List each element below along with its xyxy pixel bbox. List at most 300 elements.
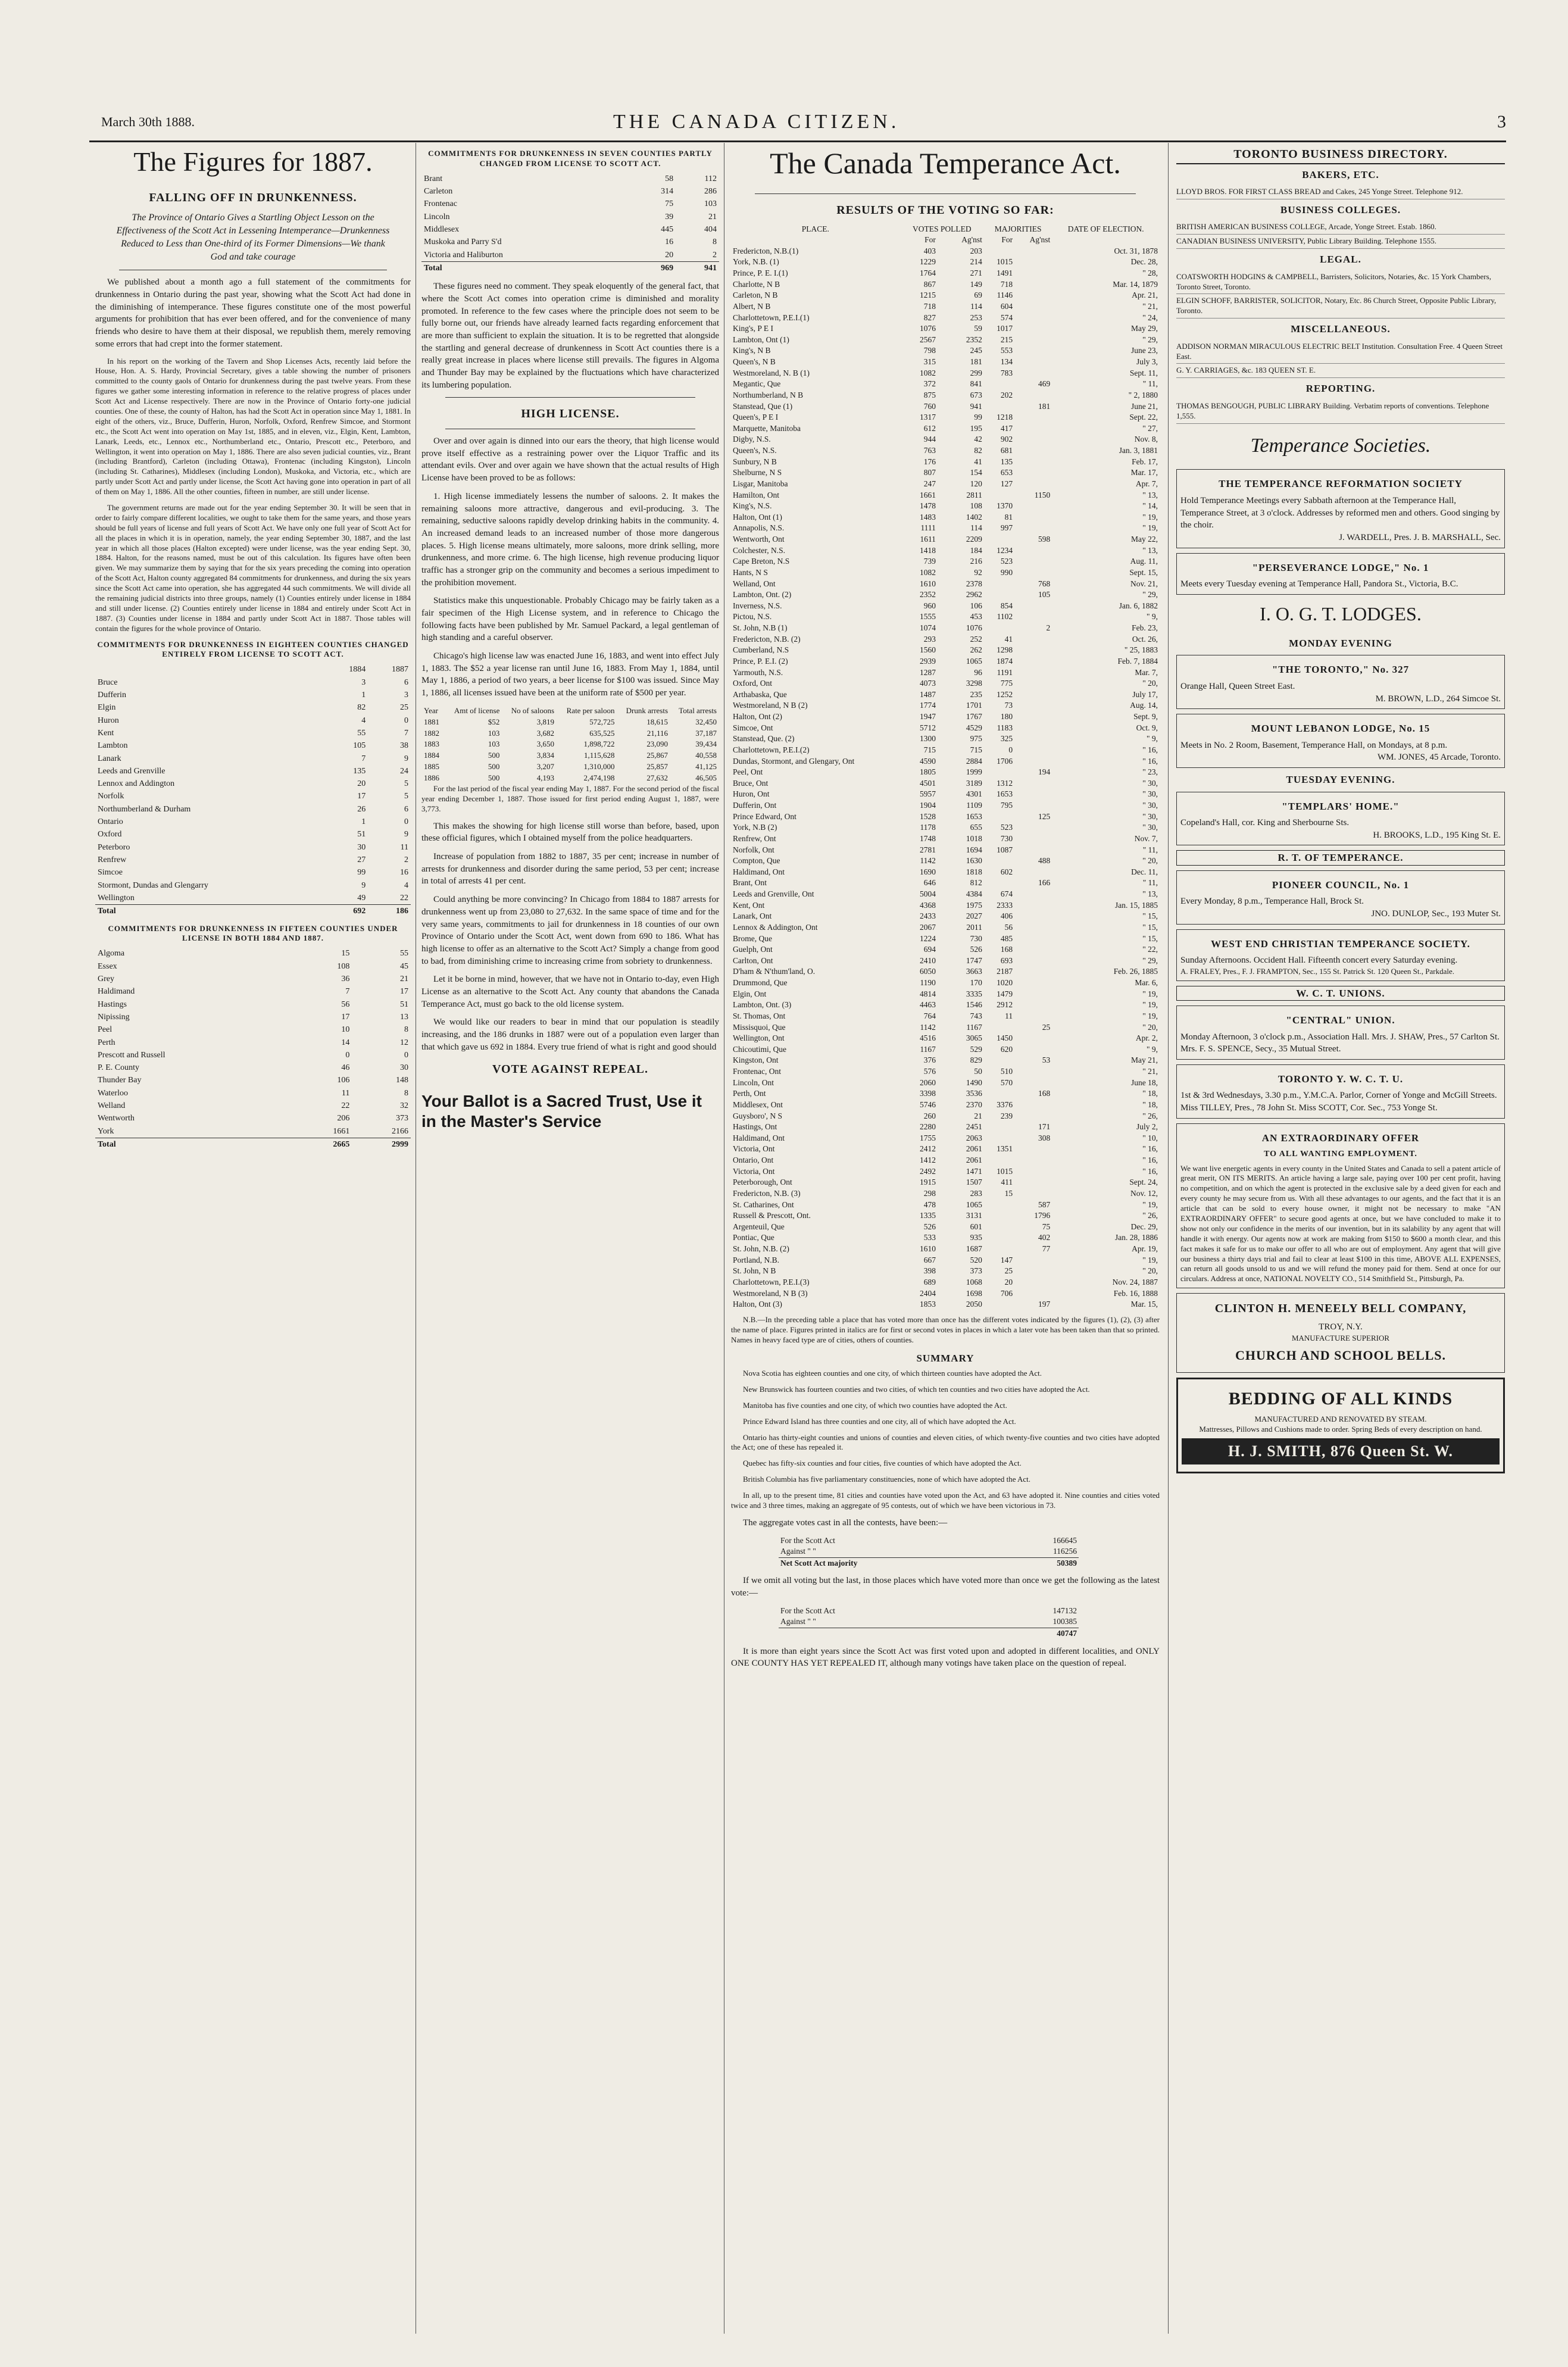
table-cell: " 20, [1142,1022,1158,1032]
table-cell: 2567 [919,335,936,344]
table-cell: 1142 [920,1022,936,1032]
table-cell: 775 [1000,679,1013,688]
table-cell: 715 [923,745,936,754]
table-cell: Welland [98,1101,126,1111]
ad-subheading: TO ALL WANTING EMPLOYMENT. [1264,1150,1417,1159]
table-header-row [731,224,1160,235]
table-cell: 314 [661,187,674,196]
table-cell [984,1055,1014,1066]
table-cell: Queen's, N B [733,357,776,367]
table-cell: 245 [970,346,982,355]
table-cell: 197 [1038,1300,1051,1309]
table-cell: 3,650 [536,739,554,749]
table-cell: Stanstead, Que. (2) [733,734,795,744]
table-row [731,911,1160,922]
table-cell: 125 [1038,811,1051,821]
table-cell [1014,978,1052,989]
table-cell: 500 [488,751,500,760]
table-cell: Stanstead, Que (1) [733,401,793,411]
table-cell: Feb. 16, 1888 [1113,1288,1158,1298]
table-cell: P. E. County [98,1063,140,1073]
table-cell: " 30, [1142,823,1158,832]
table-cell: 92 [974,567,982,577]
table-row [731,855,1160,867]
table-cell: Jan. 15, 1885 [1115,900,1158,910]
table-cell: 25 [1004,1266,1013,1276]
table-cell: 598 [1038,535,1051,544]
table-cell: Guelph, Ont [733,945,773,954]
table-row [731,268,1160,279]
table-cell: 9 [361,880,366,890]
table-cell: 106 [970,601,982,610]
table-row [731,434,1160,445]
ad-product: CHURCH AND SCHOOL BELLS. [1235,1348,1447,1363]
table-cell: Oct. 26, [1132,634,1158,644]
table-cell: " 27, [1142,423,1158,433]
table-cell: 969 [632,261,676,274]
summary-item: Nova Scotia has eighteen counties and one city, of which thirteen counties have adopted the Act. [743,1368,1042,1378]
table-cell: 134 [1000,357,1013,367]
table-cell: 108 [970,501,982,511]
table-cell: Feb. 17, [1132,457,1158,466]
table-cell: Bruce [98,677,118,687]
table-cell: 194 [1038,767,1051,777]
table-header-cell: No of saloons [511,705,554,715]
listing-name: TORONTO Y. W. C. T. U. [1277,1073,1404,1085]
table-cell: 235 [970,689,982,699]
table-cell: 2370 [966,1100,982,1109]
table-cell: Sept. 24, [1129,1178,1158,1187]
table-cell: 77 [1042,1244,1051,1254]
table-cell: 252 [970,634,982,644]
summary-item: Manitoba has five counties and one city, of which two counties have adopted the Act. [743,1400,1007,1410]
listing-name: WEST END CHRISTIAN TEMPERANCE SOCIETY. [1211,938,1470,950]
table-cell: 1178 [920,823,936,832]
table-row [731,279,1160,291]
table-cell: 239 [1000,1111,1013,1120]
table-cell: 692 [325,905,368,918]
table-cell: 4,193 [536,773,554,783]
table-cell: 325 [1000,734,1013,744]
table-cell: 681 [1000,446,1013,455]
ad-body: We want live energetic agents in every county in the United States and Canada to sell a patent article of great merit, ON ITS MERITS. An article having a large sale, paying over 100 per cent profit, having no competition, and on which the agent is protected in the exclusive sale by a deed given for each and every county he may secure from us. With all these advantages to our agents, and the fact that it is an article that can be sold to every house owner, it might not be necessary to make "AN EXTRAORDINARY OFFER" to secure good agents at once, but we have concluded to make it to show not only our confidence in the merits of our invention, but in its salability by any agent that will handle it with energy. Our agents now at work are making from $150 to $600 a month clear, and this fact makes it safe for us to make our offer to all who are out of employment. Any agent that will give our business a thirty days trial and fail to clear at least $100 in this time, ABOVE ALL EXPENSES, can return all goods unsold to us and we will refund the money paid for them. Send at once for our circulars. Address at once, NATIONAL NOVELTY CO., 514 Smithfield St., Pittsburgh, Pa. [1180,1163,1501,1284]
table-cell: Annapolis, N.S. [733,523,785,533]
table-cell: 27,632 [646,773,669,783]
table-row [731,1155,1160,1166]
table-cell: 24 [400,766,408,776]
table-cell: 1015 [997,257,1013,267]
table-cell: 1661 [333,1126,350,1136]
table-row [731,889,1160,900]
table-total-row [95,905,411,918]
table-cell: 42 [974,435,982,444]
table-row [731,313,1160,324]
table-cell: 0 [404,817,408,827]
table-later-vote [779,1606,1079,1640]
table-cell [984,1022,1014,1033]
table-cell: 25 [1042,1022,1051,1032]
table-cell: Fredericton, N.B. (3) [733,1188,801,1198]
table-row [779,1606,1079,1617]
table-cell: Haldimand [98,987,135,997]
table-cell: " 21, [1142,1067,1158,1076]
table-cell [1014,944,1052,955]
table-cell: " 11, [1142,845,1158,854]
table-cell: 469 [1038,379,1051,389]
table-cell: 168 [1000,945,1013,954]
table-row [731,1000,1160,1011]
table-cell: 1082 [919,567,936,577]
table-cell [1014,290,1052,301]
table-cell: " 19, [1142,1200,1158,1209]
table-cell: 2,474,198 [583,773,615,783]
table-title: COMMITMENTS FOR DRUNKENNESS IN SEVEN COUNTIES PARTLY CHANGED FROM LICENSE TO SCOTT ACT. [428,149,713,168]
listing-signature: JNO. DUNLOP, Sec., 193 Muter St. [1371,908,1501,919]
subhead-high-license: HIGH LICENSE. [521,407,620,421]
table-cell: 960 [923,601,936,610]
table-cell: 807 [923,468,936,477]
listing-name: "TEMPLARS' HOME." [1282,800,1400,812]
table-cell: 1351 [997,1144,1013,1154]
table-cell: 5 [404,792,408,801]
table-cell: 11 [400,842,408,852]
table-cell: Middlesex, Ont [733,1100,783,1109]
table-cell: " 21, [1142,301,1158,311]
table-header-cell: Year [424,705,438,715]
table-row [731,345,1160,357]
table-cell: 99 [357,868,366,878]
table-row [731,989,1160,1000]
table-row [731,978,1160,989]
table-cell: 4590 [919,756,936,766]
table-cell: 1183 [997,723,1013,732]
table-cell: 2378 [966,579,982,588]
table-cell: 488 [1038,856,1051,866]
table-cell: 25,867 [646,751,669,760]
table-cell: 445 [661,225,674,235]
table-row [731,922,1160,933]
table-cell: $52 [488,717,500,726]
table-cell: 827 [923,313,936,322]
table-row [731,955,1160,967]
table-row [731,490,1160,501]
table-cell: 935 [970,1233,982,1242]
table-cell: 1312 [997,778,1013,788]
table-cell: Lambton, Ont. (3) [733,1000,792,1010]
table-cell [984,589,1014,601]
table-cell: Portland, N.B. [733,1255,780,1264]
issue-date: March 30th 1888. [101,114,195,129]
table-cell: Prescott and Russell [98,1050,165,1060]
table-cell: " 16, [1142,756,1158,766]
table-cell: 12 [400,1038,408,1047]
table-cell: 990 [1000,567,1013,577]
table-cell: 576 [923,1067,936,1076]
table-cell: June 23, [1131,346,1158,355]
table-cell: Wellington [98,893,135,903]
table-cell [984,579,1014,590]
table-cell: Marquette, Manitoba [733,423,801,433]
table-row [421,173,719,185]
table-cell: 186 [368,905,411,918]
table-cell: 4073 [919,679,936,688]
table-cell: " 26, [1142,1211,1158,1220]
table-cell [1014,556,1052,567]
table-cell: 1653 [997,789,1013,799]
table-header-cell: For [1001,235,1013,245]
table-cell: Simcoe [98,868,123,878]
table-row [731,867,1160,878]
table-cell: 1690 [919,867,936,876]
subhead-falling-off: FALLING OFF IN DRUNKENNESS. [149,191,357,205]
table-cell: " 29, [1142,335,1158,344]
table-cell: 41 [974,457,982,466]
table-cell: 523 [1000,823,1013,832]
table-header-cell [731,235,900,246]
table-cell: 1764 [919,268,936,278]
listing-body: Hold Temperance Meetings every Sabbath afternoon at the Temperance Hall, Temperance Street, at 3 o'clock. Addresses by reformed men and others. Good singing by the choir. [1180,495,1500,530]
table-cell [1014,789,1052,800]
table-cell [1014,279,1052,291]
table-cell: 1884 [424,751,439,760]
table-row [731,390,1160,401]
table-cell: 798 [923,346,936,355]
table-row [95,1011,411,1023]
pioneer-council-listing [1176,870,1505,925]
table-cell: " 19, [1142,1000,1158,1010]
table-row [731,445,1160,457]
table-cell: 46 [341,1063,350,1073]
table-cell: 5746 [919,1100,936,1109]
table-cell: Victoria and Haliburton [424,250,503,260]
table-cell: Victoria, Ont [733,1166,775,1176]
table-cell: " 30, [1142,778,1158,788]
table-row [95,1023,411,1036]
table-cell: 1975 [966,900,982,910]
table-cell: Prince, P. E.I. (2) [733,656,788,666]
table-cell: " 11, [1142,379,1158,389]
table-cell [1014,246,1052,257]
table-cell: 82 [974,446,982,455]
table-cell: 14 [341,1038,350,1047]
table-cell: 247 [923,479,936,488]
table-cell: 1805 [919,767,936,777]
masthead-rule [89,140,1506,142]
table-row [731,933,1160,945]
table-cell: 214 [970,257,982,267]
table-cell: 2433 [919,911,936,921]
table-cell: 46,505 [695,773,717,783]
table-cell: Middlesex [424,225,460,235]
table-cell: Mar. 15, [1130,1300,1158,1309]
table-cell: 50389 [1002,1557,1079,1569]
table-cell: 1111 [920,523,936,533]
table-row [731,379,1160,390]
table-cell: Westmoreland, N B (3) [733,1288,808,1298]
table-cell [1014,1078,1052,1089]
table-cell: 18,615 [646,717,669,726]
table-cell: Fredericton, N.B.(1) [733,246,799,255]
headline-temperance-act: The Canada Temperance Act. [770,146,1121,180]
table-cell: 478 [923,1200,936,1209]
table-cell: Colchester, N.S. [733,545,785,555]
table-cell: " 28, [1142,268,1158,278]
table-cell: Dundas, Stormont, and Glengary, Ont [733,756,855,766]
table-cell [1014,1166,1052,1178]
table-cell: Carleton, N B [733,291,778,300]
table-cell: 1167 [920,1044,936,1054]
table-cell: Cape Breton, N.S [733,557,790,566]
table-cell: Chicoutimi, Que [733,1044,786,1054]
table-cell: Perth, Ont [733,1089,766,1098]
table-cell: 601 [970,1222,982,1231]
table-row [731,689,1160,701]
society-listing [1176,655,1505,709]
directory-title: TORONTO BUSINESS DIRECTORY. [1176,146,1505,164]
table-cell: 398 [923,1266,936,1276]
table-cell: 0 [1008,745,1013,754]
table-row [779,1546,1079,1557]
table-cell: 108 [337,961,350,971]
directory-listing: BRITISH AMERICAN BUSINESS COLLEGE, Arcade, Yonge Street. Estab. 1860. [1176,220,1505,235]
table-cell: " 29, [1142,590,1158,599]
table-row [731,512,1160,523]
table-cell: Total [95,905,325,918]
table-cell: Lambton [98,741,128,751]
table-cell: 4 [361,716,366,725]
table-cell: Dec. 28, [1130,257,1158,267]
table-cell: 2492 [919,1166,936,1176]
table-row [95,828,411,841]
table-title: COMMITMENTS FOR DRUNKENNESS IN FIFTEEN COUNTIES UNDER LICENSE IN BOTH 1884 AND 1887. [108,923,398,943]
table-cell: 30 [357,842,366,852]
table-cell [984,1244,1014,1255]
table-cell: June 18, [1131,1078,1158,1087]
table-cell: 403 [923,246,936,255]
directory-section-heading: BAKERS, ETC. [1302,168,1379,180]
table-cell: 1904 [919,801,936,810]
table-cell: 941 [970,401,982,411]
table-row [421,717,719,728]
table-cell: 271 [970,268,982,278]
table-cell: Halton, Ont (2) [733,712,782,722]
table-cell: Brant, Ont [733,878,767,888]
paragraph: Let it be borne in mind, however, that we have not in Ontario to-day, even High License as an alternative to the Scott Act. Any county that abandons the Canada Temperance Act, must go back to the old license system. [421,975,719,1009]
ad-body: Mattresses, Pillows and Cushions made to order. Spring Beds of every description on hand. [1199,1425,1482,1434]
table-cell: 1,898,722 [583,739,615,749]
table-header-cell: MAJORITIES [994,224,1042,233]
table-cell: 730 [1000,833,1013,843]
society-listing [1176,469,1505,548]
table-cell: 15 [341,949,350,958]
table-cell: 3,207 [536,762,554,772]
table-cell [1014,1011,1052,1022]
table-row [95,676,411,689]
table-cell: 376 [923,1056,936,1065]
table-cell: 5957 [919,789,936,799]
table-cell: 1560 [919,645,936,655]
table-cell: 253 [970,313,982,322]
table-cell: Nov. 24, 1887 [1112,1277,1158,1286]
table-cell: St. John, N B [733,1266,776,1276]
table-cell: 1507 [966,1178,982,1187]
summary-item: Quebec has fifty-six counties and four cities, five counties of which have adopted the Act. [743,1459,1022,1468]
table-cell: 373 [970,1266,982,1276]
table-header-cell: Total arrests [679,705,717,715]
table-row [731,1078,1160,1089]
table-cell [1014,678,1052,689]
table-cell: Drummond, Que [733,978,788,988]
table-row [421,198,719,210]
listing-name: PIONEER COUNCIL, No. 1 [1272,879,1410,891]
table-cell: 180 [1000,712,1013,722]
table-cell: Jan. 3, 1881 [1119,446,1158,455]
table-cell: " 15, [1142,911,1158,921]
table-row [731,623,1160,634]
table-cell: 3335 [966,989,982,998]
table-cell: Pictou, N.S. [733,612,772,622]
table-cell: 40,558 [695,751,717,760]
table-cell [1014,900,1052,911]
table-row [95,1061,411,1074]
table-cell [1014,611,1052,623]
table-row [731,745,1160,756]
table-cell [1014,1044,1052,1056]
table-cell: 404 [704,225,717,235]
summary-item: In all, up to the present time, 81 cities and counties have voted upon the Act, and 63 have adopted it. Nine counties and cities voted twice and 3 three times, making an aggregate of 95 contests, out of which we have been victorious in 73. [731,1491,1160,1510]
table-cell [1014,523,1052,534]
table-cell: King's, P E I [733,324,773,333]
table-cell: 2061 [966,1144,982,1154]
table-row [731,601,1160,612]
table-cell [1014,1033,1052,1044]
table-cell: 1555 [919,612,936,622]
table-cell: 149 [970,279,982,289]
table-cell: 15 [1004,1188,1013,1198]
table-cell: 2050 [966,1300,982,1309]
table-cell: Peel, Ont [733,767,763,777]
table-cell: 587 [1038,1200,1051,1209]
table-cell: 171 [1038,1122,1051,1132]
table-footnote: For the last period of the fiscal year ending May 1, 1887. For the second period of the fiscal year ending December 1, 1887. Those issued for first period ending August 1, 1887, were 3,773. [421,784,719,813]
table-row [731,811,1160,823]
table-cell: 51 [357,830,366,839]
table-row [731,1177,1160,1188]
table-row [95,973,411,985]
table-cell: Lennox and Addington [98,779,175,789]
newspaper-page [89,0,1530,2367]
table-cell [1014,268,1052,279]
table-cell: Oct. 9, [1136,723,1158,732]
table-cell: 667 [923,1255,936,1264]
table-row [421,185,719,198]
table-cell: 1694 [966,845,982,854]
table-cell: 2 [713,250,717,260]
table-cell: 2665 [293,1138,352,1151]
table-cell: 523 [1000,557,1013,566]
table-cell: Thunder Bay [98,1076,142,1085]
table-cell: 1653 [966,811,982,821]
table-cell: Waterloo [98,1088,128,1098]
paragraph: Increase of population from 1882 to 1887, 35 per cent; increase in number of arrests for drunkenness and disorder during the same period, 53 per cent; increase in total of arrests 41 per cent. [421,852,719,886]
table-cell: 4384 [966,889,982,899]
table-cell: St. Catharines, Ont [733,1200,794,1209]
table-cell: St. John, N.B (1) [733,623,788,633]
masthead [89,104,1506,140]
table-cell: Arthabaska, Que [733,689,787,699]
table-header-cell: Rate per saloon [566,705,615,715]
table-cell: " 13, [1142,545,1158,555]
